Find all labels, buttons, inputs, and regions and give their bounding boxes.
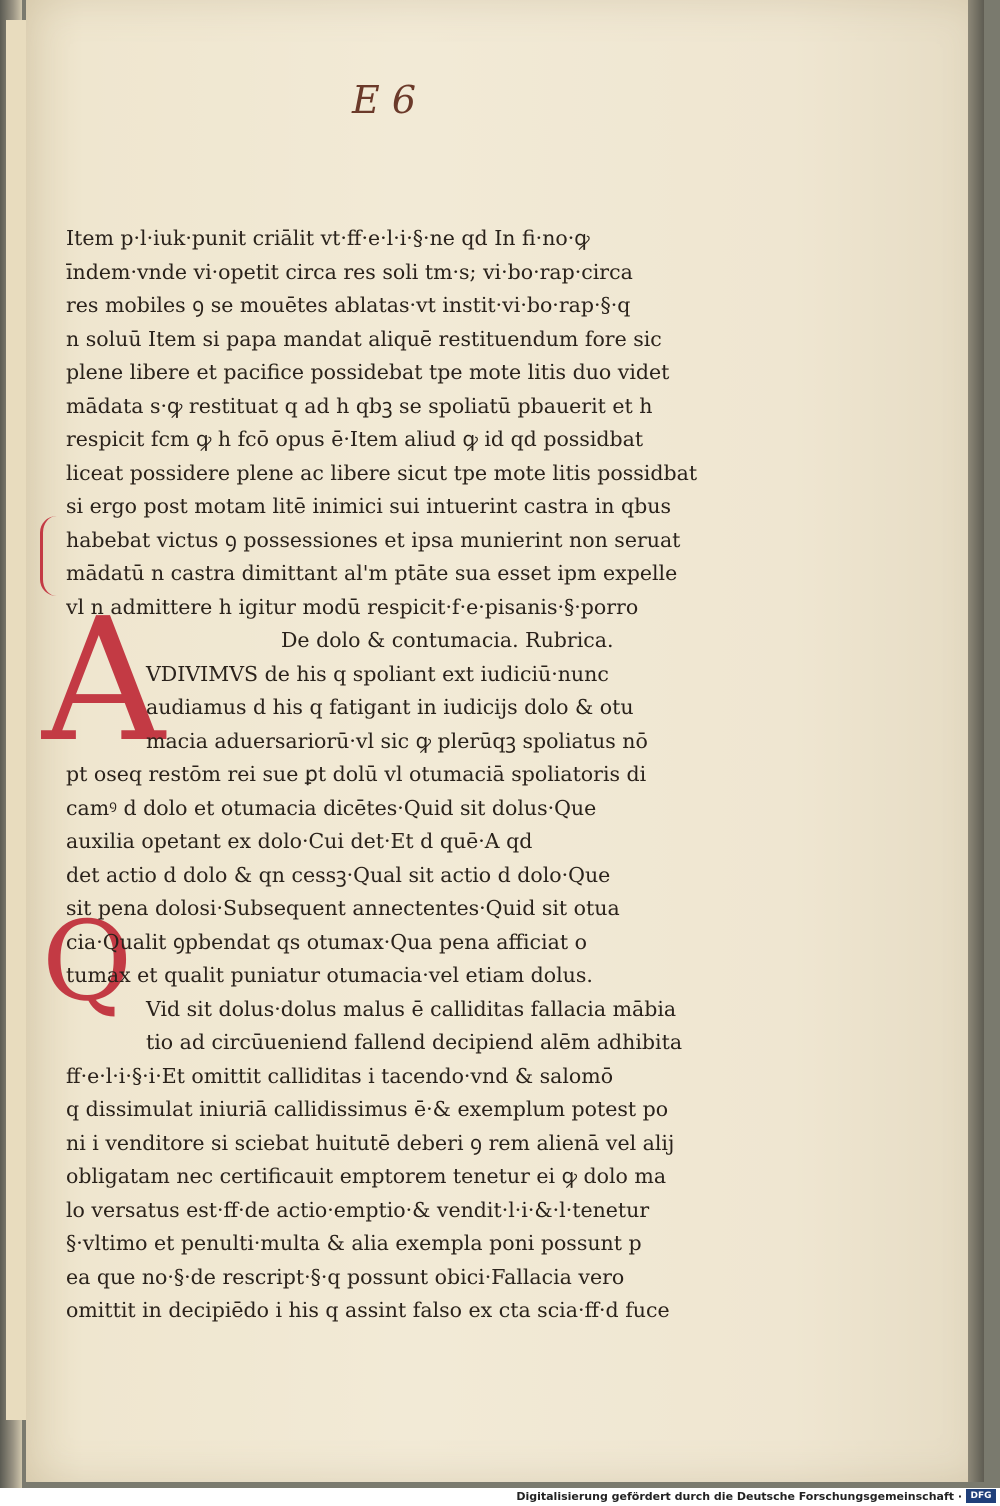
text-line: ni i venditore si sciebat huitutē deberi ꝯ rem alienā vel alij — [66, 1130, 675, 1155]
text-line: n soluū Item si papa mandat aliquē restituendum fore sic — [66, 326, 662, 351]
text-block — [66, 222, 706, 1328]
initial-a: A — [42, 582, 165, 780]
text-line: ea que no·§·de rescript·§·q possunt obici·Fallacia vero — [66, 1264, 625, 1289]
text-line: ff·e·l·i·§·i·Et omittit calliditas i tacendo·vnd & salomō — [66, 1063, 614, 1088]
page-edge — [968, 0, 984, 1482]
funding-credit: Digitalisierung gefördert durch die Deutsche Forschungsgemeinschaft · — [516, 1490, 962, 1503]
text-line: camꝰ d dolo et otumacia dicētes·Quid sit dolus·Que — [66, 795, 597, 820]
text-line: omittit in decipiēdo i his q assint falso ex cta scia·ff·d fuce — [66, 1298, 670, 1322]
text-line: si ergo post motam litē inimici sui intuerint castra in qbus — [66, 494, 671, 518]
rubric-heading: De dolo & contumacia. Rubrica. — [281, 624, 613, 658]
text-line: vl n admittere h igitur modū respicit·f·e·pisanis·§·porro — [66, 594, 639, 619]
text-line: mādata s·ꝙ restituat q ad h qbꝫ se spoliatū pbauerit et h — [66, 393, 653, 418]
text-line: sit pena dolosi·Subsequent annectentes·Quid sit otua — [66, 896, 620, 920]
text-line: q dissimulat iniuriā callidissimus ē·& exemplum potest po — [66, 1097, 669, 1121]
text-line: §·vltimo et penulti·multa & alia exempla poni possunt p — [66, 1231, 642, 1255]
shelfmark: E 6 — [352, 78, 416, 122]
initial-q: Q — [42, 897, 133, 1025]
text-line: mādatū n castra dimittant al'm ptāte sua esset ipm expelle — [66, 561, 678, 585]
text-line: det actio d dolo & qn cessꝫ·Qual sit actio d dolo·Que — [66, 862, 611, 887]
text-line: plene libere et pacifice possidebat tpe mote litis duo videt — [66, 360, 670, 384]
text-line: VDIVIMVS de his q spoliant ext iudiciū·nunc — [146, 661, 609, 686]
text-line: tumax et qualit puniatur otumacia·vel etiam dolus. — [66, 963, 593, 987]
text-line: respicit fcm ꝙ h fcō opus ē·Item aliud ꝙ id qd possidbat — [66, 427, 644, 451]
text-line: obligatam nec certificauit emptorem tenetur ei ꝙ dolo ma — [66, 1164, 667, 1188]
text-line: auxilia opetant ex dolo·Cui det·Et d quē·A qd — [66, 829, 533, 853]
text-line: res mobiles ꝯ se mouētes ablatas·vt instit·vi·bo·rap·§·q — [66, 293, 631, 317]
text-line: audiamus d his q fatigant in iudicijs dolo & otu — [146, 695, 634, 719]
text-line: macia aduersariorū·vl sic ꝙ plerūqꝫ spoliatus nō — [146, 728, 648, 753]
rubric-line — [66, 624, 706, 658]
text-line: liceat possidere plene ac libere sicut tpe mote litis possidbat — [66, 460, 698, 485]
text-line: tio ad circūueniend fallend decipiend alēm adhibita — [146, 1030, 683, 1054]
text-line: pt oseq restōm rei sue ꝑt dolū vl otumaciā spoliatoris di — [66, 762, 647, 786]
text-line: Vid sit dolus·dolus malus ē calliditas fallacia mābia — [146, 996, 677, 1021]
text-line: īndem·vnde vi·opetit circa res soli tm·s; vi·bo·rap·circa — [66, 259, 633, 284]
text-line: cia·Qualit ꝯpbendat qs otumax·Qua pena afficiat o — [66, 929, 587, 954]
text-line: Item p·l·iuk·punit criālit vt·ff·e·l·i·§·ne qd In fi·no·ꝙ — [66, 226, 590, 250]
text-line: habebat victus ꝯ possessiones et ipsa munierint non seruat — [66, 527, 681, 552]
dfg-logo: DFG — [966, 1489, 996, 1503]
text-line: lo versatus est·ff·de actio·emptio·& vendit·l·i·&·l·tenetur — [66, 1197, 650, 1222]
